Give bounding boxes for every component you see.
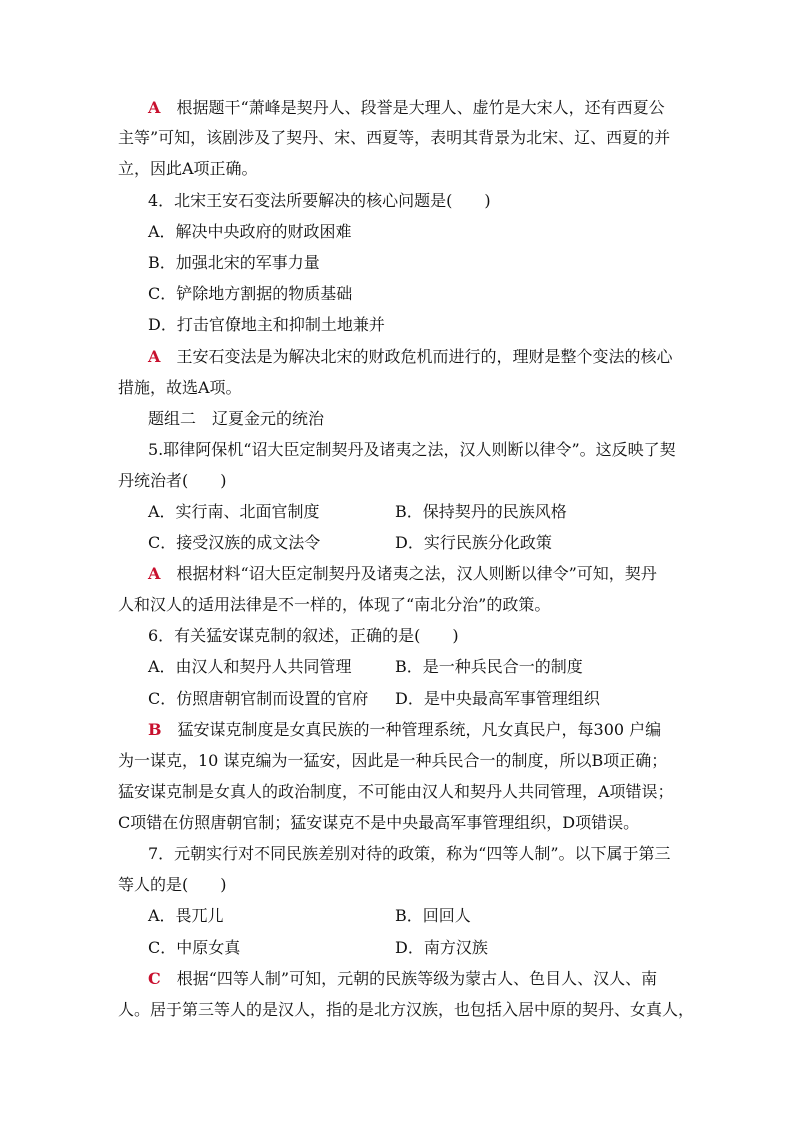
q7-answer-letter: C <box>148 969 161 988</box>
q6-explanation-line-1: B 猛安谋克制度是女真民族的一种管理系统，凡女真民户，每300 户编 <box>148 720 662 739</box>
q6-option-d: D．是中央最高军事管理组织 <box>395 689 600 708</box>
q4-explanation-line-2: 措施，故选A项。 <box>118 378 242 397</box>
q7-option-c: C．中原女真 <box>148 938 241 957</box>
q6-option-b: B．是一种兵民合一的制度 <box>395 657 583 676</box>
section-title: 题组二 辽夏金元的统治 <box>148 409 325 428</box>
q7-option-a: A．畏兀儿 <box>148 906 224 925</box>
q5-answer-letter: A <box>148 564 161 583</box>
q5-stem-line-1: 5.耶律阿保机“诏大臣定制契丹及诸夷之法，汉人则断以律令”。这反映了契 <box>148 440 676 459</box>
q6-explanation-line-4: C项错在仿照唐朝官制；猛安谋克不是中央最高军事管理组织，D项错误。 <box>118 813 640 832</box>
q3-explanation-line-1: A 根据题干“萧峰是契丹人、段誉是大理人、虚竹是大宋人，还有西夏公 <box>148 98 665 117</box>
q5-option-c: C．接受汉族的成文法令 <box>148 533 321 552</box>
q4-option-c: C．铲除地方割据的物质基础 <box>148 284 353 303</box>
q6-option-a: A．由汉人和契丹人共同管理 <box>148 657 352 676</box>
q6-explanation-line-2: 为一谋克，10 谋克编为一猛安，因此是一种兵民合一的制度，所以B项正确； <box>118 751 668 770</box>
q5-stem-line-2: 丹统治者( ) <box>118 471 227 490</box>
q3-explanation-line-2: 主等”可知，该剧涉及了契丹、宋、西夏等，表明其背景为北宋、辽、西夏的并 <box>118 128 671 147</box>
q6-stem: 6．有关猛安谋克制的叙述，正确的是( ) <box>148 626 459 645</box>
q4-answer-letter: A <box>148 347 161 366</box>
q5-option-a: A．实行南、北面官制度 <box>148 502 320 521</box>
q4-option-b: B．加强北宋的军事力量 <box>148 253 320 272</box>
q4-option-a: A．解决中央政府的财政困难 <box>148 222 352 241</box>
q5-option-b: B．保持契丹的民族风格 <box>395 502 567 521</box>
q7-option-d: D．南方汉族 <box>395 938 488 957</box>
q5-explanation-line-1: A 根据材料“诏大臣定制契丹及诸夷之法，汉人则断以律令”可知，契丹 <box>148 564 657 583</box>
q7-explanation-line-2: 人。居于第三等人的是汉人，指的是北方汉族，也包括入居中原的契丹、女真人， <box>118 1000 695 1019</box>
q7-option-b: B．回回人 <box>395 906 471 925</box>
q3-explanation-line-3: 立，因此A项正确。 <box>118 159 258 178</box>
q4-option-d: D．打击官僚地主和抑制土地兼并 <box>148 315 385 334</box>
q6-explanation-line-3: 猛安谋克制是女真人的政治制度，不可能由汉人和契丹人共同管理，A项错误； <box>118 782 674 801</box>
q7-stem-line-2: 等人的是( ) <box>118 875 227 894</box>
q5-explanation-line-2: 人和汉人的适用法律是不一样的，体现了“南北分治”的政策。 <box>118 595 551 614</box>
q4-explanation-line-1: A 王安石变法是为解决北宋的财政危机而进行的，理财是整个变法的核心 <box>148 347 673 366</box>
q7-stem-line-1: 7．元朝实行对不同民族差别对待的政策，称为“四等人制”。以下属于第三 <box>148 844 671 863</box>
q6-option-c: C．仿照唐朝官制而设置的官府 <box>148 689 369 708</box>
q5-option-d: D．实行民族分化政策 <box>395 533 552 552</box>
q6-answer-letter: B <box>148 720 162 739</box>
q4-stem: 4．北宋王安石变法所要解决的核心问题是( ) <box>148 191 491 210</box>
q7-explanation-line-1: C 根据“四等人制”可知，元朝的民族等级为蒙古人、色目人、汉人、南 <box>148 969 658 988</box>
q3-answer-letter: A <box>148 98 161 117</box>
